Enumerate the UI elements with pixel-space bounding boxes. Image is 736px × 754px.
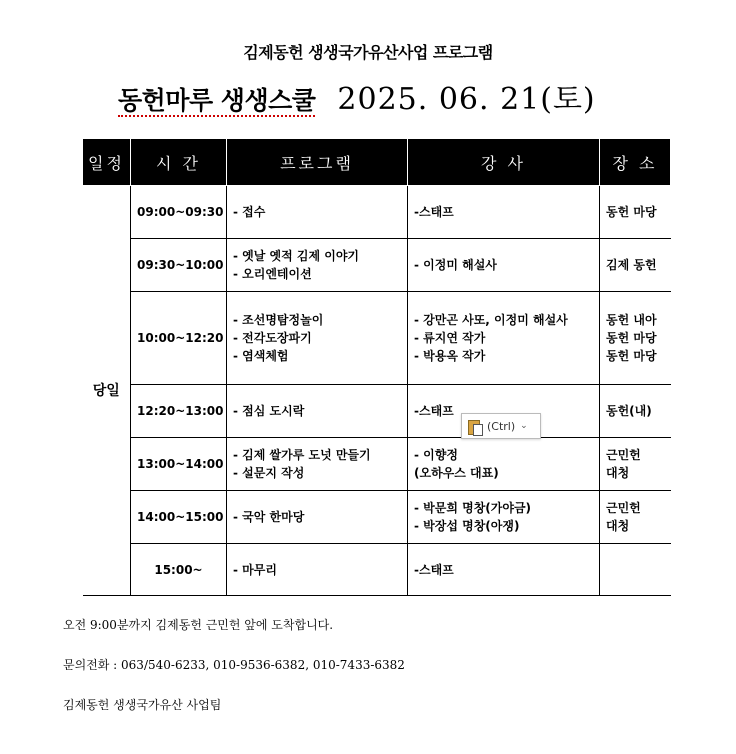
header-place: 장 소 <box>600 139 671 186</box>
program-cell: - 접수 <box>227 186 408 239</box>
clipboard-paste-icon <box>468 418 482 434</box>
program-cell: - 마무리 <box>227 544 408 596</box>
place-cell: 동헌(내) <box>600 385 671 438</box>
table-row <box>83 438 671 491</box>
day-cell: 당일 <box>83 186 131 596</box>
footer-team: 김제동헌 생생국가유산 사업팀 <box>63 698 222 712</box>
lecturer-cell: - 강만곤 사또, 이정미 해설사 - 류지연 작가 - 박용옥 작가 <box>408 292 600 385</box>
header-day: 일정 <box>83 139 131 186</box>
table-row <box>83 186 671 239</box>
table-row <box>83 491 671 544</box>
lecturer-cell: - 이정미 해설사 <box>408 239 600 292</box>
time-cell: 13:00~14:00 <box>131 438 227 491</box>
lecturer-cell: -스태프 <box>408 385 600 438</box>
time-cell: 09:30~10:00 <box>131 239 227 292</box>
table-row <box>83 239 671 292</box>
header-program: 프로그램 <box>227 139 408 186</box>
program-cell: - 점심 도시락 <box>227 385 408 438</box>
place-cell: 근민헌 대청 <box>600 438 671 491</box>
table-row <box>83 385 671 438</box>
header-time: 시 간 <box>131 139 227 186</box>
footer-arrival-note: 오전 9:00분까지 김제동헌 근민헌 앞에 도착합니다. <box>63 618 334 632</box>
title-row <box>118 74 678 117</box>
program-cell: - 국악 한마당 <box>227 491 408 544</box>
place-cell: 김제 동헌 <box>600 239 671 292</box>
time-cell: 15:00~ <box>131 544 227 596</box>
lecturer-cell: -스태프 <box>408 186 600 239</box>
program-cell: - 옛날 옛적 김제 이야기 - 오리엔테이션 <box>227 239 408 292</box>
lecturer-cell: - 박문희 명창(가야금) - 박장섭 명창(아쟁) <box>408 491 600 544</box>
table-header-row <box>83 139 671 186</box>
place-cell: 근민헌 대청 <box>600 491 671 544</box>
lecturer-cell: - 이향정 (오하우스 대표) <box>408 438 600 491</box>
header-lecturer: 강 사 <box>408 139 600 186</box>
program-subtitle: 김제동헌 생생국가유산사업 프로그램 <box>243 43 493 62</box>
place-cell <box>600 544 671 596</box>
page-title: 동헌마루 생생스쿨 <box>118 86 316 115</box>
time-cell: 10:00~12:20 <box>131 292 227 385</box>
paste-options-button[interactable] <box>461 413 541 439</box>
event-date: 2025. 06. 21(토) <box>337 82 596 117</box>
time-cell: 14:00~15:00 <box>131 491 227 544</box>
schedule-table <box>82 138 671 596</box>
place-cell: 동헌 내아 동헌 마당 동헌 마당 <box>600 292 671 385</box>
chevron-down-icon: ⌄ <box>520 421 528 431</box>
place-cell: 동헌 마당 <box>600 186 671 239</box>
table-row <box>83 544 671 596</box>
table-row <box>83 292 671 385</box>
program-cell: - 김제 쌀가루 도넛 만들기 - 설문지 작성 <box>227 438 408 491</box>
program-cell: - 조선명탐정놀이 - 전각도장파기 - 염색체험 <box>227 292 408 385</box>
time-cell: 09:00~09:30 <box>131 186 227 239</box>
paste-options-label: (Ctrl) <box>487 419 516 433</box>
lecturer-cell: -스태프 <box>408 544 600 596</box>
footer-contact: 문의전화 : 063/540-6233, 010-9536-6382, 010-7433-6382 <box>63 658 405 672</box>
time-cell: 12:20~13:00 <box>131 385 227 438</box>
